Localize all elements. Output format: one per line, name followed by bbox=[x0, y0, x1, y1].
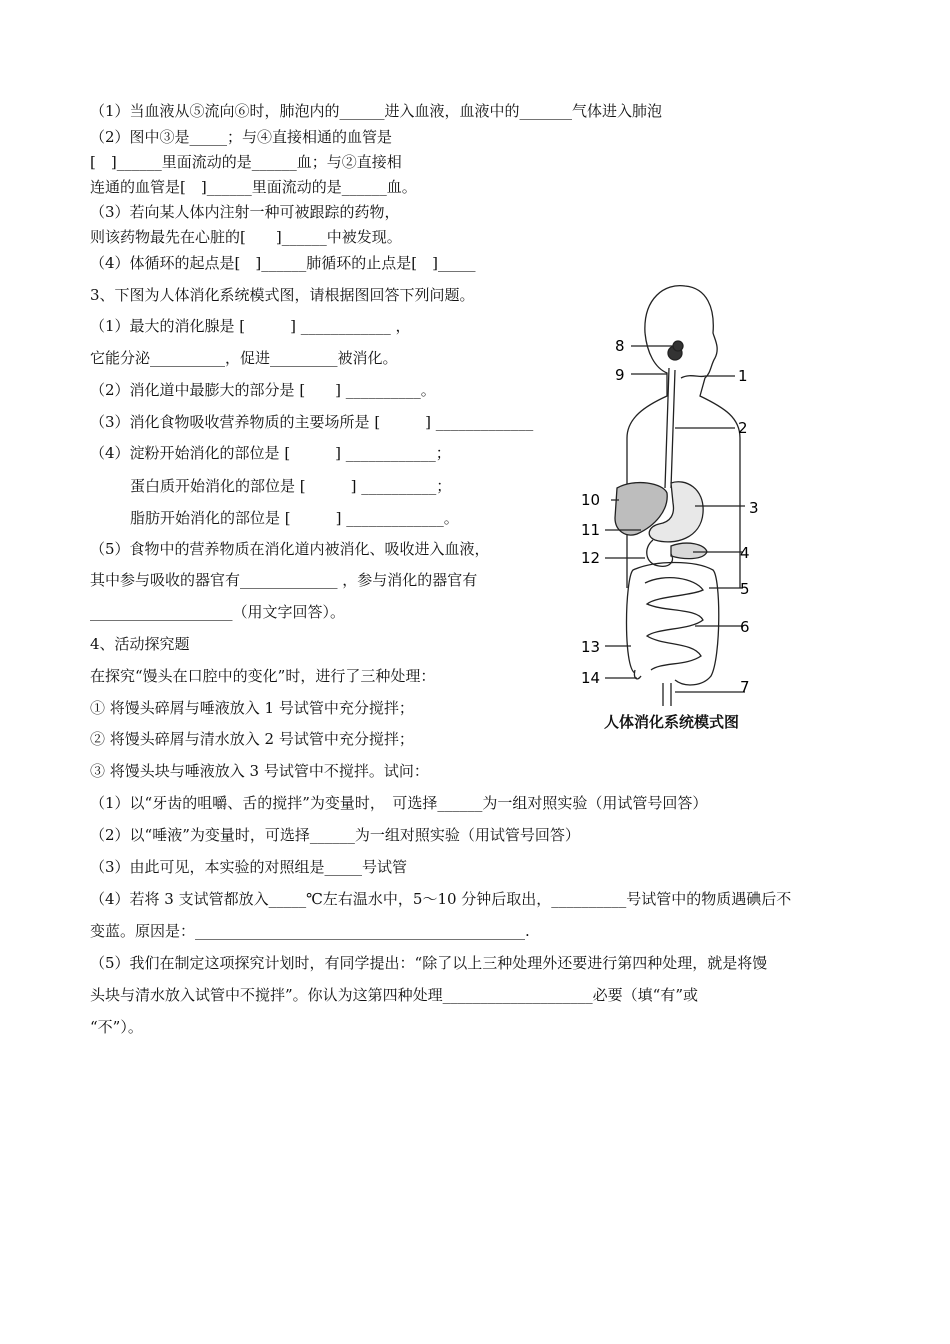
large-intestine bbox=[627, 563, 719, 685]
label-1: 1 bbox=[738, 367, 748, 385]
diagram-caption: 人体消化系统模式图 bbox=[604, 713, 740, 731]
section-heading: 3、下图为人体消化系统模式图，请根据图回答下列问题。 bbox=[90, 286, 475, 304]
text-line: 变蓝。原因是：____________________________________________. bbox=[90, 922, 530, 940]
text-line: ___________________（用文字回答）。 bbox=[90, 603, 346, 621]
text-line: 其中参与吸收的器官有_____________ ，参与消化的器官有 bbox=[90, 571, 478, 589]
rectum bbox=[663, 683, 671, 706]
pancreas bbox=[671, 543, 707, 559]
text-line: 头块与清水放入试管中不搅拌”。你认为这第四种处理____________________必要（填“有”或 bbox=[90, 986, 699, 1004]
text-line: （5）我们在制定这项探究计划时，有同学提出：“除了以上三种处理外还要进行第四种处理，就是将馒 bbox=[90, 954, 768, 972]
text-line: ③ 将馒头块与唾液放入 3 号试管中不搅拌。试问： bbox=[90, 762, 429, 780]
text-line: 在探究“馒头在口腔中的变化”时，进行了三种处理： bbox=[90, 667, 436, 685]
text-line: （1）当血液从⑤流向⑥时，肺泡内的______进入血液，血液中的_______气体进入肺泡 bbox=[90, 102, 663, 120]
text-line: （1）以“牙齿的咀嚼、舌的搅拌”为变量时， 可选择______为一组对照实验（用试管号回答） bbox=[90, 794, 708, 812]
text-line: “不”）。 bbox=[90, 1018, 143, 1036]
text-line: 蛋白质开始消化的部位是 [ ] __________； bbox=[130, 477, 452, 495]
label-2: 2 bbox=[738, 419, 748, 437]
label-5: 5 bbox=[740, 580, 750, 598]
text-line: ① 将馒头碎屑与唾液放入 1 号试管中充分搅拌； bbox=[90, 699, 414, 717]
text-line: （2）消化道中最膨大的部分是 [ ] __________。 bbox=[90, 381, 436, 399]
small-intestine bbox=[645, 578, 703, 670]
label-8: 8 bbox=[615, 337, 625, 355]
label-7: 7 bbox=[740, 678, 750, 696]
digestive-system-diagram bbox=[575, 278, 775, 738]
label-6: 6 bbox=[740, 618, 750, 636]
text-line: ② 将馒头碎屑与清水放入 2 号试管中充分搅拌； bbox=[90, 730, 414, 748]
text-line: [ ]______里面流动的是______血；与②直接相 bbox=[90, 153, 402, 171]
label-13: 13 bbox=[581, 638, 601, 656]
label-11: 11 bbox=[581, 521, 601, 539]
text-line: 脂肪开始消化的部位是 [ ] _____________。 bbox=[130, 509, 459, 527]
text-line: （4）淀粉开始消化的部位是 [ ] ____________； bbox=[90, 444, 451, 462]
text-line: （1）最大的消化腺是 [ ] ____________ ， bbox=[90, 317, 411, 335]
label-9: 9 bbox=[615, 366, 625, 384]
label-10: 10 bbox=[581, 491, 601, 509]
text-line: 则该药物最先在心脏的[ ]______中被发现。 bbox=[90, 228, 402, 246]
text-line: （5）食物中的营养物质在消化道内被消化、吸收进入血液， bbox=[90, 540, 490, 558]
section-heading: 4、活动探究题 bbox=[90, 635, 190, 653]
label-12: 12 bbox=[581, 549, 601, 567]
text-line: （3）若向某人体内注射一种可被跟踪的药物， bbox=[90, 203, 400, 221]
text-line: （2）图中③是_____；与④直接相通的血管是 bbox=[90, 128, 393, 146]
label-14: 14 bbox=[581, 669, 601, 687]
text-line: （3）消化食物吸收营养物质的主要场所是 [ ] _____________ bbox=[90, 413, 534, 431]
diagram-labels bbox=[581, 337, 759, 696]
text-line: （2）以“唾液”为变量时，可选择______为一组对照实验（用试管号回答） bbox=[90, 826, 580, 844]
text-line: （4）体循环的起点是[ ]______肺循环的止点是[ ]_____ bbox=[90, 254, 476, 272]
text-line: （3）由此可见，本实验的对照组是_____号试管 bbox=[90, 858, 408, 876]
text-line: 连通的血管是[ ]______里面流动的是______血。 bbox=[90, 178, 417, 196]
text-line: （4）若将 3 支试管都放入_____℃左右温水中，5～10 分钟后取出，__________号试管中的物质遇碘后不 bbox=[90, 890, 792, 908]
salivary-gland bbox=[673, 341, 683, 351]
text-line: 它能分泌__________，促进_________被消化。 bbox=[90, 349, 398, 367]
mouth bbox=[681, 376, 705, 378]
label-4: 4 bbox=[740, 544, 750, 562]
label-3: 3 bbox=[749, 499, 759, 517]
